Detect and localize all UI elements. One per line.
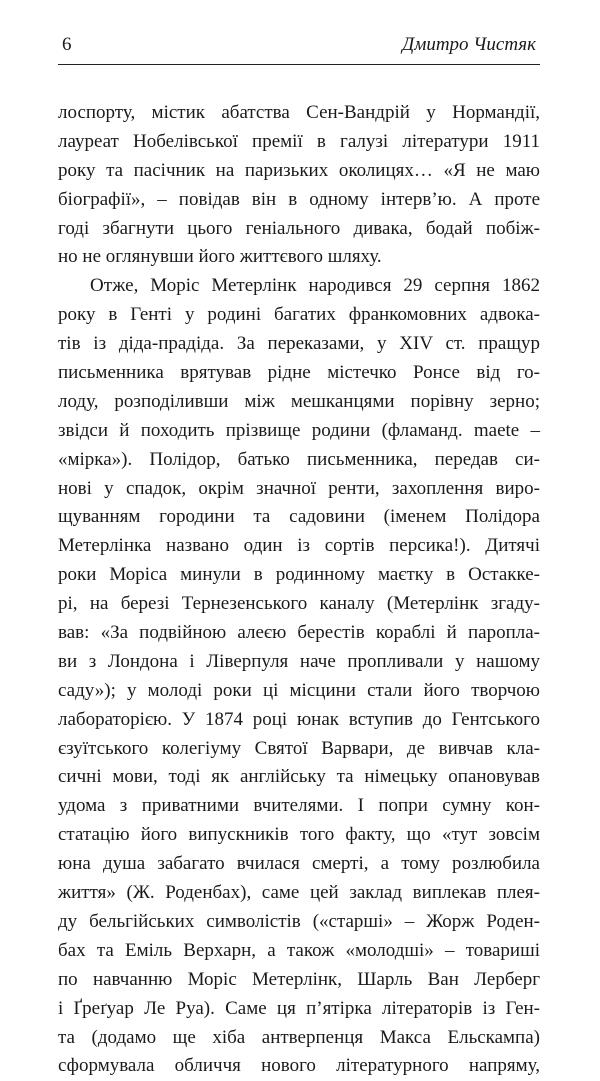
text-line: Отже, Моріс Метерлінк народився 29 серпня 1862 (90, 275, 540, 297)
text-line: лабораторією. У 1874 році юнак вступив до Гентського (58, 708, 540, 730)
text-line: сичні мови, тоді як англійську та німецьку опановував (58, 766, 540, 788)
text-line: ду бельгійських символістів («старші» – Жорж Роден- (58, 910, 540, 932)
body-text (58, 99, 540, 1081)
text-line: сформувала обличчя нового літературного напряму, (58, 1055, 540, 1077)
text-line: по навчанню Моріс Метерлінк, Шарль Ван Лерберг (58, 968, 540, 990)
text-line: статацію його випускників того факту, що «тут зовсім (58, 824, 540, 846)
text-line: рі, на березі Тернезенського каналу (Метерлінк згаду- (58, 593, 540, 615)
text-line: бах та Еміль Верхарн, а також «молодші» – товариші (58, 939, 540, 961)
text-line: біографії», – повідав він в одному інтерв’ю. А проте (58, 188, 540, 210)
text-line: но не оглянувши його життєвого шляху. (58, 246, 382, 268)
text-line: «мірка»). Полідор, батько письменника, передав си- (58, 448, 540, 470)
page-number: 6 (62, 34, 72, 55)
text-line: тів із діда-прадіда. За переказами, у XIV ст. пращур (58, 333, 540, 355)
text-line: лоду, розподіливши між мешканцями порівну зерно; (58, 390, 540, 412)
text-line: юна душа забагато вчилася смерті, а тому розлюбила (58, 853, 540, 875)
text-line: щуванням городини та садовини (іменем Полідора (58, 506, 540, 528)
text-line: письменника врятував рідне містечко Ронсе від го- (58, 362, 540, 384)
running-header (58, 30, 540, 65)
running-title: Дмитро Чистяк (402, 34, 536, 55)
book-page (58, 30, 540, 1081)
text-line: року та пасічник на паризьких околицях… «Я не маю (58, 159, 540, 181)
text-line: звідси й походить прізвище родини (фламанд. maete – (58, 419, 540, 441)
text-line: саду»); у молоді роки ці місцини стали його творчою (58, 679, 540, 701)
text-line: удома з приватними вчителями. І попри сумну кон- (58, 795, 540, 817)
text-line: Метерлінка названо один із сортів персика!). Дитячі (58, 535, 540, 557)
text-line: годі збагнути цього геніального дивака, бодай побіж- (58, 217, 540, 239)
text-line: єзуїтського колегіуму Святої Варвари, де вивчав кла- (58, 737, 540, 759)
text-line: ви з Лондона і Ліверпуля наче пропливали у нашому (58, 650, 540, 672)
text-line: нові у спадок, окрім значної ренти, захоплення виро- (58, 477, 540, 499)
text-line: лауреат Нобелівської премії в галузі літератури 1911 (58, 130, 540, 152)
text-line: лоспорту, містик абатства Сен-Вандрій у Нормандії, (58, 102, 540, 123)
text-line: вав: «За подвійною алеєю берестів кораблі й пароплa- (58, 622, 540, 644)
text-line: життя» (Ж. Роденбах), саме цей заклад виплекав плея- (58, 882, 540, 904)
text-line: та (додамо ще хіба антверпенця Макса Ельскампа) (58, 1026, 540, 1048)
text-line: роки Моріса минули в родинному маєтку в Остакке- (58, 564, 540, 586)
text-line: і Ґреґуар Ле Руа). Саме ця п’ятірка літераторів із Ген- (58, 997, 540, 1019)
text-line: року в Генті у родині багатих франкомовних адвока- (58, 304, 540, 326)
